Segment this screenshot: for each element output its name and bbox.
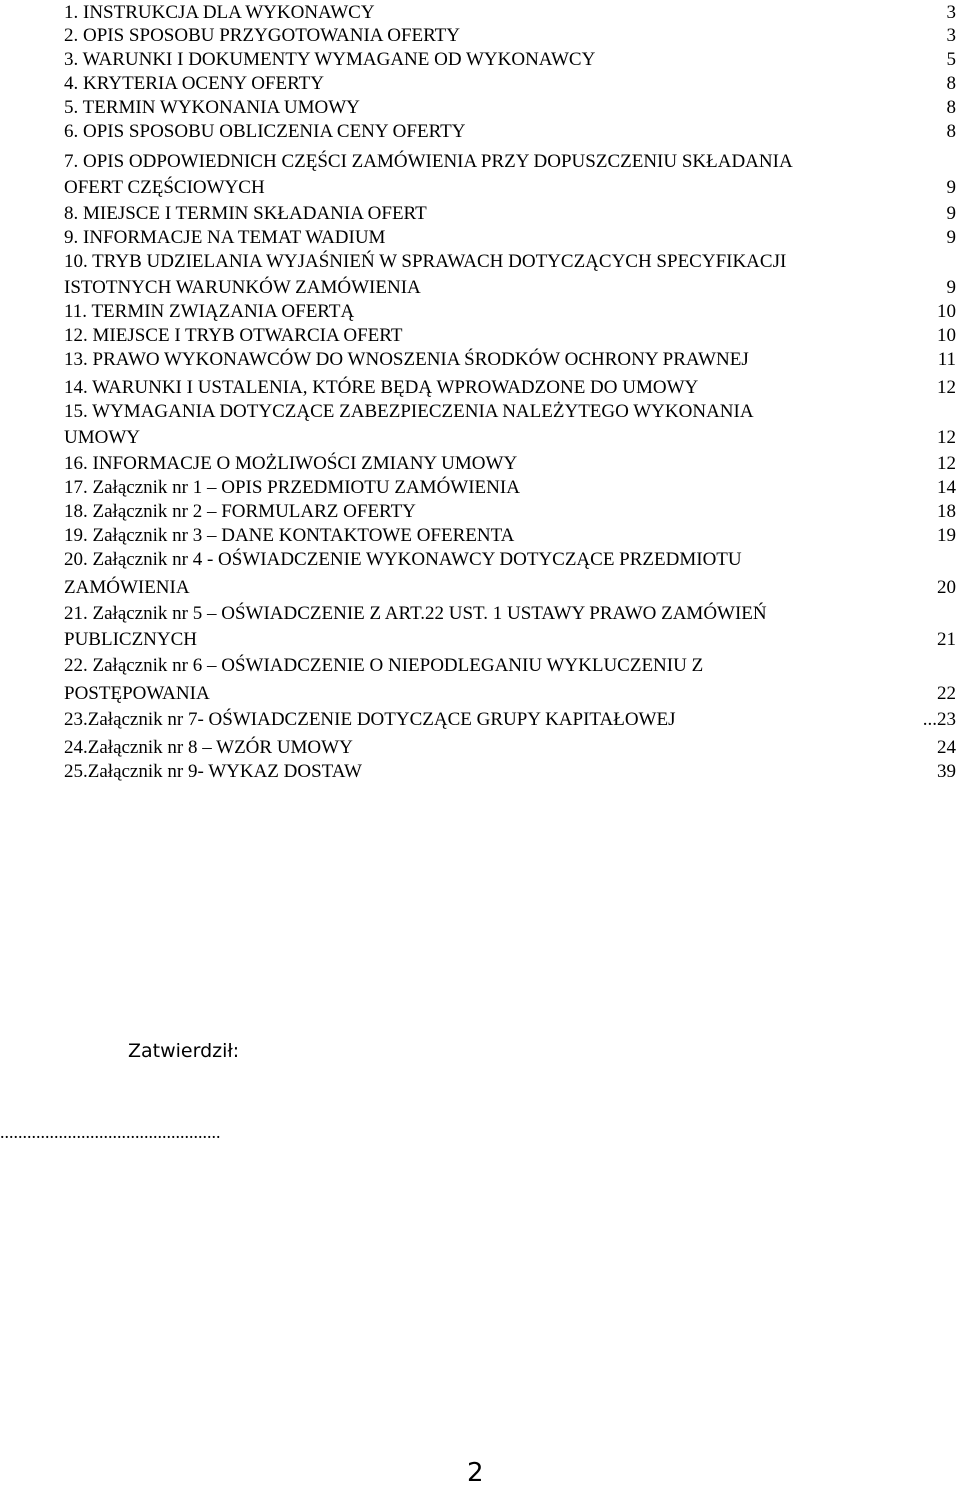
toc-entry-title: 6. OPIS SPOSOBU OBLICZENIA CENY OFERTY bbox=[64, 121, 466, 142]
toc-entry-title: 14. WARUNKI I USTALENIA, KTÓRE BĘDĄ WPROWADZONE DO UMOWY bbox=[64, 377, 699, 398]
toc-entry-first-line: 21. Załącznik nr 5 – OŚWIADCZENIE Z ART.22 UST. 1 USTAWY PRAWO ZAMÓWIEŃ bbox=[64, 603, 767, 624]
toc-entry[interactable] bbox=[64, 375, 956, 401]
toc-page-number: 8 bbox=[946, 97, 956, 118]
toc-page-number: 9 bbox=[946, 177, 956, 198]
toc-entry[interactable] bbox=[64, 499, 956, 525]
toc-entry-title: 9. INFORMACJE NA TEMAT WADIUM bbox=[64, 227, 386, 248]
toc-entry-title: UMOWY bbox=[64, 427, 140, 448]
toc-entry-title: 12. MIEJSCE I TRYB OTWARCIA OFERT bbox=[64, 325, 403, 346]
toc-page-number: 11 bbox=[937, 349, 956, 370]
toc-entry-title: 17. Załącznik nr 1 – OPIS PRZEDMIOTU ZAMÓWIENIA bbox=[64, 477, 520, 498]
toc-entry-first-line: 15. WYMAGANIA DOTYCZĄCE ZABEZPIECZENIA NALEŻYTEGO WYKONANIA bbox=[64, 401, 754, 422]
toc-entry[interactable] bbox=[64, 201, 956, 227]
toc-entry[interactable] bbox=[64, 627, 956, 653]
toc-entry[interactable] bbox=[64, 95, 956, 121]
toc-entry-title: 23.Załącznik nr 7- OŚWIADCZENIE DOTYCZĄCE GRUPY KAPITAŁOWEJ bbox=[64, 709, 676, 730]
toc-entry[interactable] bbox=[64, 523, 956, 549]
signature-line: ................................................. bbox=[0, 1122, 221, 1142]
toc-entry-title: 3. WARUNKI I DOKUMENTY WYMAGANE OD WYKONAWCY bbox=[64, 49, 596, 70]
toc-entry[interactable] bbox=[64, 119, 956, 145]
toc-entry-first-line: 10. TRYB UDZIELANIA WYJAŚNIEŃ W SPRAWACH DOTYCZĄCYCH SPECYFIKACJI bbox=[64, 251, 787, 272]
toc-entry-title: 1. INSTRUKCJA DLA WYKONAWCY bbox=[64, 2, 375, 23]
toc-page-number: 10 bbox=[937, 325, 956, 346]
toc-page-number: 18 bbox=[937, 501, 956, 522]
toc-entry[interactable] bbox=[64, 451, 956, 477]
toc-entry-title: 8. MIEJSCE I TERMIN SKŁADANIA OFERT bbox=[64, 203, 427, 224]
toc-entry-title: 18. Załącznik nr 2 – FORMULARZ OFERTY bbox=[64, 501, 416, 522]
toc-page-number: 39 bbox=[937, 761, 956, 782]
toc-entry-title: ISTOTNYCH WARUNKÓW ZAMÓWIENIA bbox=[64, 277, 421, 298]
toc-page-number: 22 bbox=[937, 683, 956, 704]
approval-label: Zatwierdził: bbox=[128, 1040, 240, 1062]
toc-entry[interactable] bbox=[64, 681, 956, 707]
toc-entry[interactable] bbox=[64, 575, 956, 601]
toc-entry[interactable] bbox=[64, 275, 956, 301]
toc-page-number: 24 bbox=[937, 737, 956, 758]
toc-entry-title: 2. OPIS SPOSOBU PRZYGOTOWANIA OFERTY bbox=[64, 25, 460, 46]
toc-page-number: 20 bbox=[937, 577, 956, 598]
toc-entry[interactable] bbox=[64, 23, 956, 49]
toc-entry-title: 5. TERMIN WYKONANIA UMOWY bbox=[64, 97, 360, 118]
toc-entry[interactable] bbox=[64, 71, 956, 97]
toc-entry[interactable] bbox=[64, 347, 956, 373]
toc-entry[interactable] bbox=[64, 425, 956, 451]
toc-entry-title: 4. KRYTERIA OCENY OFERTY bbox=[64, 73, 324, 94]
toc-entry-title: 24.Załącznik nr 8 – WZÓR UMOWY bbox=[64, 737, 353, 758]
toc-page-number: 19 bbox=[937, 525, 956, 546]
toc-page-number: 8 bbox=[946, 73, 956, 94]
toc-page-number: 12 bbox=[937, 427, 956, 448]
toc-page-number: 9 bbox=[946, 227, 956, 248]
toc-entry[interactable] bbox=[64, 475, 956, 501]
toc-page-number: 21 bbox=[937, 629, 956, 650]
toc-page-number: 12 bbox=[937, 377, 956, 398]
toc-page-number: 3 bbox=[946, 2, 956, 23]
toc-entry[interactable] bbox=[64, 47, 956, 73]
toc-entry-first-line: 20. Załącznik nr 4 - OŚWIADCZENIE WYKONAWCY DOTYCZĄCE PRZEDMIOTU bbox=[64, 549, 742, 570]
toc-entry[interactable] bbox=[64, 735, 956, 761]
toc-entry-first-line: 22. Załącznik nr 6 – OŚWIADCZENIE O NIEPODLEGANIU WYKLUCZENIU Z bbox=[64, 655, 704, 676]
toc-page-number: 14 bbox=[937, 477, 956, 498]
toc-entry-title: 13. PRAWO WYKONAWCÓW DO WNOSZENIA ŚRODKÓW OCHRONY PRAWNEJ bbox=[64, 349, 749, 370]
toc-entry[interactable] bbox=[64, 299, 956, 325]
toc-entry[interactable] bbox=[64, 707, 956, 733]
toc-entry-title: POSTĘPOWANIA bbox=[64, 683, 210, 704]
toc-page-number: 5 bbox=[946, 49, 956, 70]
toc-entry-first-line: 7. OPIS ODPOWIEDNICH CZĘŚCI ZAMÓWIENIA PRZY DOPUSZCZENIU SKŁADANIA bbox=[64, 151, 793, 172]
toc-page-number: ...23 bbox=[922, 709, 956, 730]
toc-page-number: 3 bbox=[946, 25, 956, 46]
toc-entry-title: PUBLICZNYCH bbox=[64, 629, 198, 650]
toc-entry-title: OFERT CZĘŚCIOWYCH bbox=[64, 177, 265, 198]
toc-page-number: 8 bbox=[946, 121, 956, 142]
toc-page-number: 9 bbox=[946, 203, 956, 224]
toc-page-number: 9 bbox=[946, 277, 956, 298]
toc-entry-title: 11. TERMIN ZWIĄZANIA OFERTĄ bbox=[64, 301, 355, 322]
toc-entry-title: 25.Załącznik nr 9- WYKAZ DOSTAW bbox=[64, 761, 362, 782]
toc-entry[interactable] bbox=[64, 759, 956, 785]
toc-entry-title: ZAMÓWIENIA bbox=[64, 577, 190, 598]
toc-entry[interactable] bbox=[64, 225, 956, 251]
toc-entry[interactable] bbox=[64, 323, 956, 349]
toc-entry-title: 16. INFORMACJE O MOŻLIWOŚCI ZMIANY UMOWY bbox=[64, 453, 518, 474]
toc-entry-title: 19. Załącznik nr 3 – DANE KONTAKTOWE OFERENTA bbox=[64, 525, 515, 546]
toc-page-number: 12 bbox=[937, 453, 956, 474]
page-number: 2 bbox=[467, 1458, 484, 1488]
toc-entry[interactable] bbox=[64, 175, 956, 201]
toc-page-number: 10 bbox=[937, 301, 956, 322]
